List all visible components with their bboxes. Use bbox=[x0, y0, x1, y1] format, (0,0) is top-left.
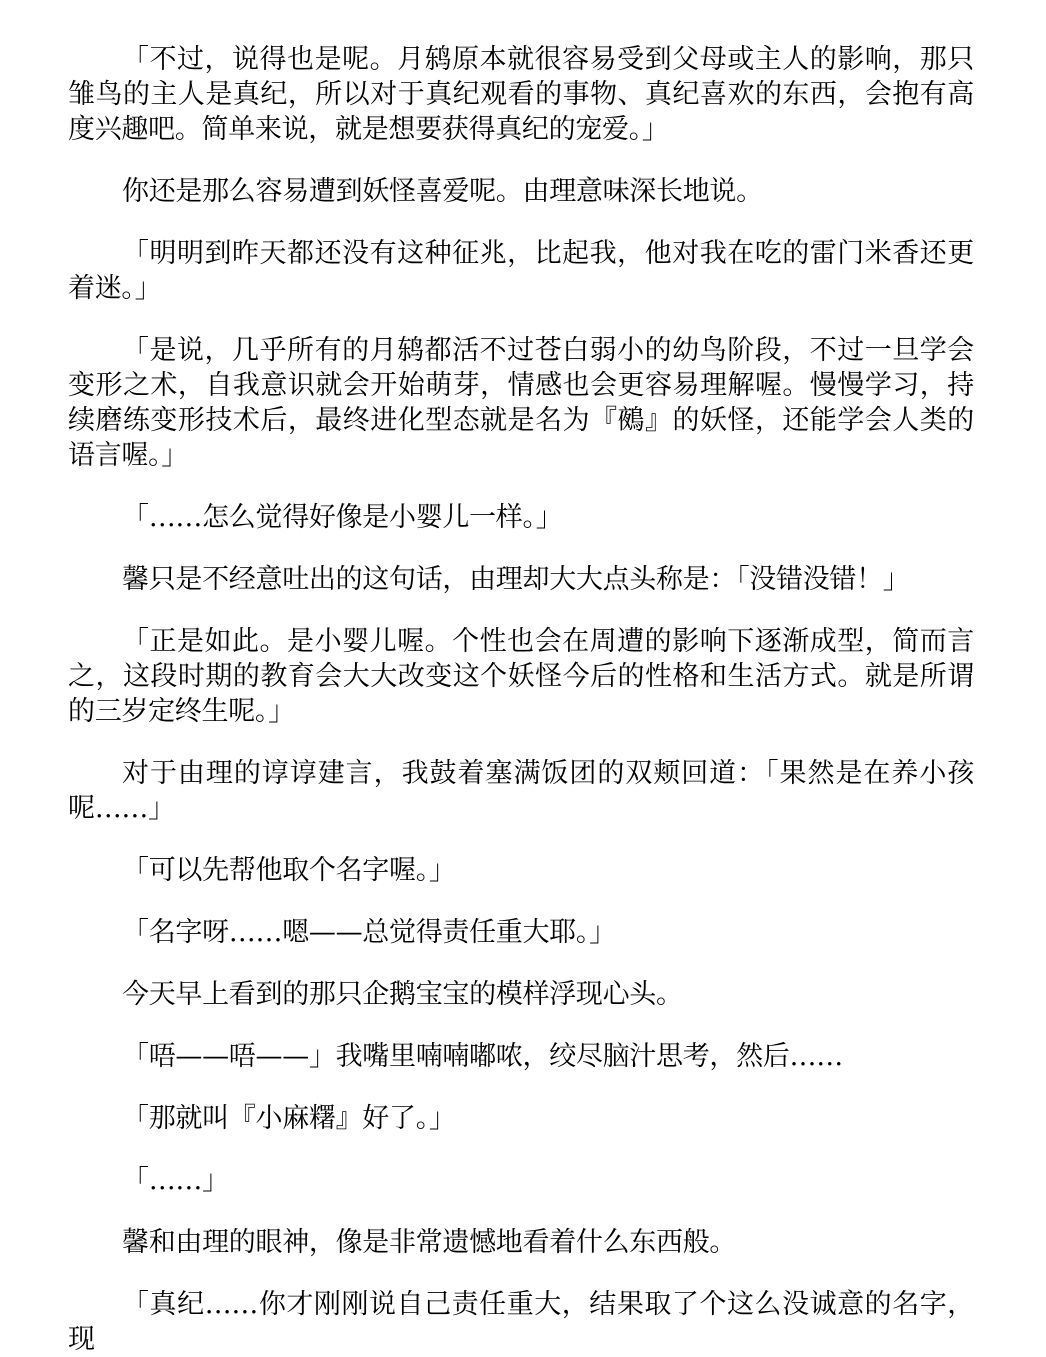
paragraph-6: 馨只是不经意吐出的这句话，由理却大大点头称是：「没错没错！」 bbox=[122, 564, 910, 595]
paragraph-15: 馨和由理的眼神，像是非常遗憾地看着什么东西般。 bbox=[122, 1227, 737, 1258]
paragraph-14: 「……」 bbox=[122, 1165, 229, 1196]
paragraph-12: 「唔——唔——」我嘴里喃喃嘟哝，绞尽脑汁思考，然后…… bbox=[122, 1041, 843, 1072]
paragraph-2: 你还是那么容易遭到妖怪喜爱呢。由理意味深长地说。 bbox=[122, 176, 763, 207]
novel-text-body bbox=[68, 42, 974, 1357]
paragraph-3: 「明明到昨天都还没有这种征兆，比起我，他对我在吃的雷门米香还更着迷。」 bbox=[68, 238, 974, 304]
paragraph-1: 「不过，说得也是呢。月鸫原本就很容易受到父母或主人的影响，那只雏鸟的主人是真纪，所以对于真纪观看的事物、真纪喜欢的东西，会抱有高度兴趣吧。简单来说，就是想要获得真纪的宠爱。」 bbox=[68, 44, 974, 145]
paragraph-16: 「真纪……你才刚刚说自己责任重大，结果取了个这么没诚意的名字，现 bbox=[68, 1289, 974, 1355]
paragraph-10: 「名字呀……嗯——总觉得责任重大耶。」 bbox=[122, 917, 616, 948]
paragraph-13: 「那就叫『小麻糬』好了。」 bbox=[122, 1103, 456, 1134]
paragraph-7: 「正是如此。是小婴儿喔。个性也会在周遭的影响下逐渐成型，简而言之，这段时期的教育会大大改变这个妖怪今后的性格和生活方式。就是所谓的三岁定终生呢。」 bbox=[68, 626, 974, 727]
paragraph-11: 今天早上看到的那只企鹅宝宝的模样浮现心头。 bbox=[122, 979, 683, 1010]
paragraph-5: 「……怎么觉得好像是小婴儿一样。」 bbox=[122, 502, 563, 533]
paragraph-4: 「是说，几乎所有的月鸫都活不过苍白弱小的幼鸟阶段，不过一旦学会变形之术，自我意识就会开始萌芽，情感也会更容易理解喔。慢慢学习，持续磨练变形技术后，最终进化型态就是名为『鵺』的妖怪，还能学会人类的语言喔。」 bbox=[68, 335, 974, 471]
paragraph-9: 「可以先帮他取个名字喔。」 bbox=[122, 855, 456, 886]
paragraph-8: 对于由理的谆谆建言，我鼓着塞满饭团的双颊回道：「果然是在养小孩呢……」 bbox=[68, 758, 974, 824]
